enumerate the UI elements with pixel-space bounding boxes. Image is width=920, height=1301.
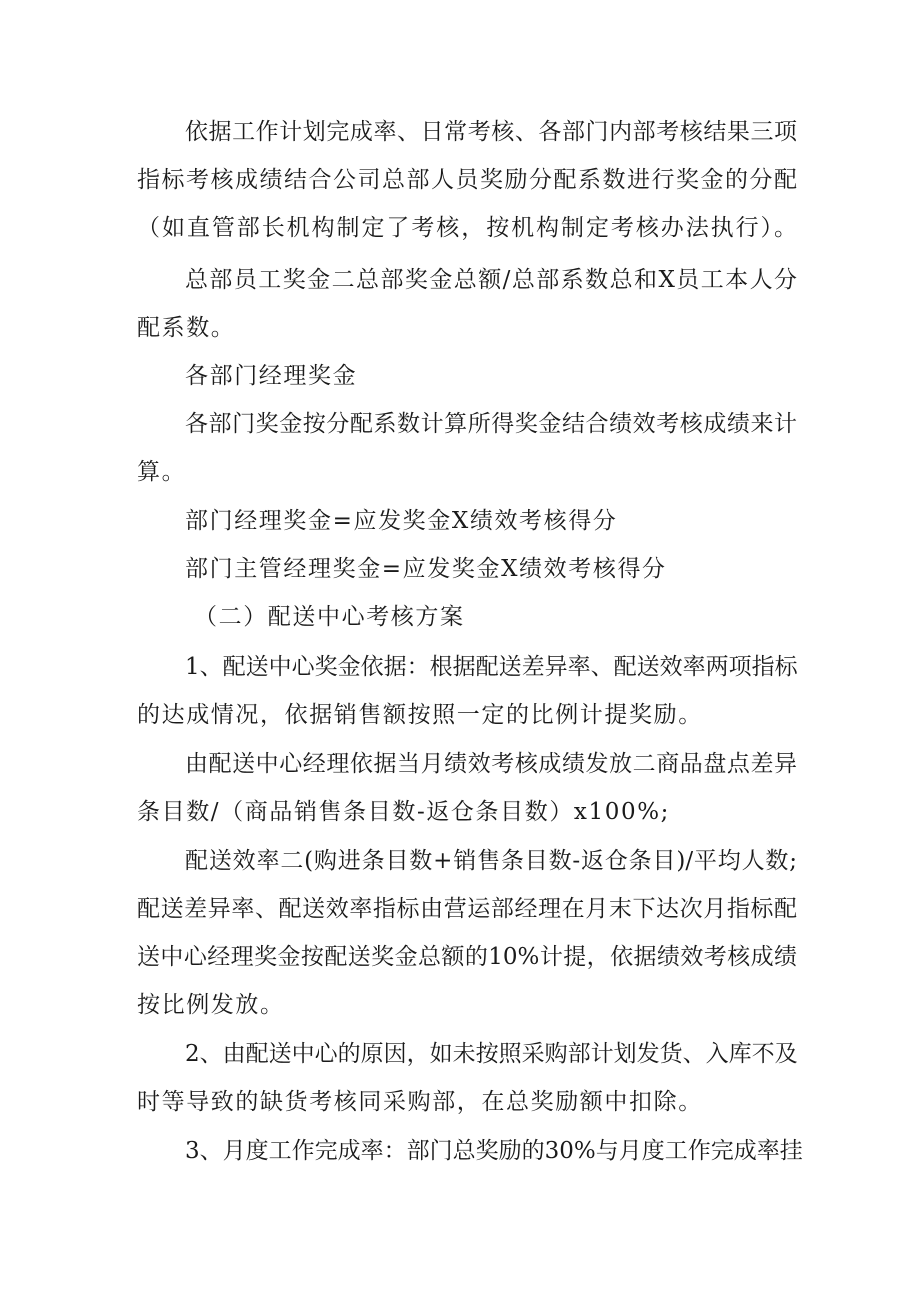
section-heading-distribution-center: （二）配送中心考核方案 — [194, 604, 465, 630]
paragraph-line-5: 配系数。 — [137, 315, 236, 341]
paragraph-line-22: 3、月度工作完成率：部门总奖励的30%与月度工作完成率挂 — [185, 1138, 803, 1164]
formula-dept-supervisor-bonus: 部门主管经理奖金=应发奖金X绩效考核得分 — [185, 556, 667, 582]
paragraph-line-1: 依据工作计划完成率、日常考核、各部门内部考核结果三项 — [185, 119, 797, 145]
paragraph-line-21: 时等导致的缺货考核同采购部，在总奖励额中扣除。 — [137, 1089, 703, 1115]
paragraph-line-16: 配送效率二(购进条目数+销售条目数-返仓条目)/平均人数; — [185, 848, 797, 874]
paragraph-line-2: 指标考核成绩结合公司总部人员奖励分配系数进行奖金的分配 — [137, 167, 797, 193]
paragraph-line-14: 由配送中心经理依据当月绩效考核成绩发放二商品盘点差异 — [185, 751, 797, 777]
paragraph-line-7: 各部门奖金按分配系数计算所得奖金结合绩效考核成绩来计 — [185, 411, 797, 437]
paragraph-line-12: 1、配送中心奖金依据：根据配送差异率、配送效率两项指标 — [185, 654, 798, 680]
paragraph-line-17: 配送差异率、配送效率指标由营运部经理在月末下达次月指标配 — [137, 896, 797, 922]
paragraph-line-18: 送中心经理奖金按配送奖金总额的10%计提，依据绩效考核成绩 — [137, 944, 797, 970]
formula-dept-manager-bonus: 部门经理奖金=应发奖金X绩效考核得分 — [185, 508, 618, 534]
paragraph-line-13: 的达成情况，依据销售额按照一定的比例计提奖励。 — [137, 702, 703, 728]
paragraph-line-19: 按比例发放。 — [137, 992, 285, 1018]
paragraph-line-20: 2、由配送中心的原因，如未按照采购部计划发货、入库不及 — [185, 1041, 798, 1067]
paragraph-line-4: 总部员工奖金二总部奖金总额/总部系数总和X员工本人分 — [185, 267, 797, 293]
paragraph-line-8: 算。 — [137, 459, 187, 485]
paragraph-line-3: （如直管部长机构制定了考核，按机构制定考核办法执行）。 — [137, 215, 797, 241]
section-heading-dept-manager-bonus: 各部门经理奖金 — [185, 363, 358, 389]
paragraph-line-15: 条目数/（商品销售条目数-返仓条目数）x100%; — [137, 799, 670, 825]
